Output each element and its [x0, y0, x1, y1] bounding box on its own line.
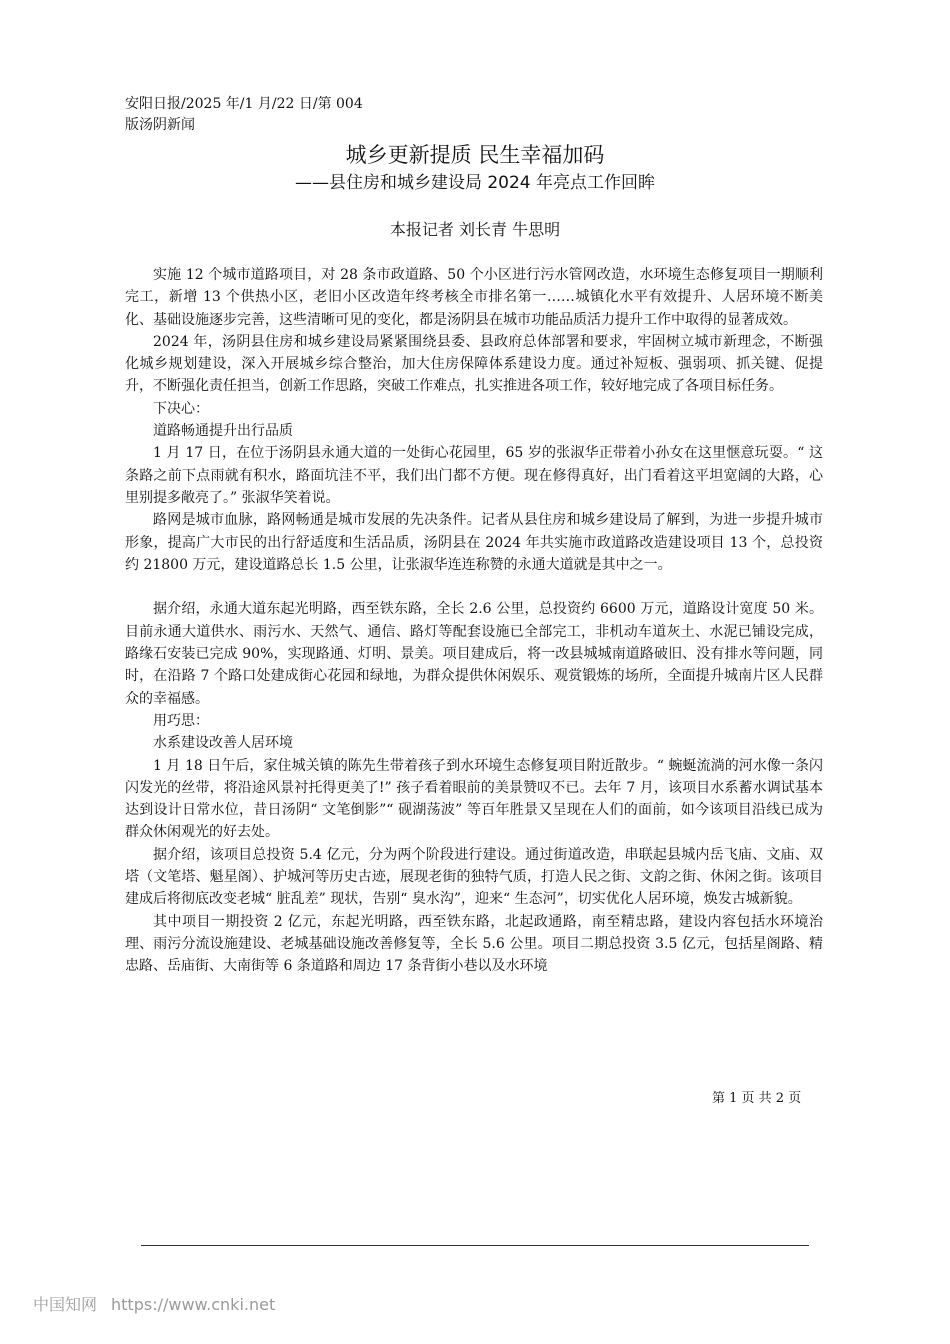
source-info [125, 94, 425, 136]
footer-brand: 中国知网 [33, 1295, 98, 1314]
paragraph: 据介绍，该项目总投资 5.4 亿元，分为两个阶段进行建设。通过街道改造，串联起县城内岳飞庙、文庙、双塔（文笔塔、魁星阁）、护城河等历史古迹，展现老街的独特气质，打造人民之街、文韵之街、休闲之街。该项目建成后将彻底改变老城“ 脏乱差” 现状，告别“ 臭水沟”，迎来“ 生态河”，切实优化人居环境，焕发古城新貌。 [125, 846, 823, 908]
footer-url[interactable]: https://www.cnki.net [111, 1295, 276, 1314]
footer-divider [141, 1245, 809, 1246]
paragraph: 实施 12 个城市道路项目，对 28 条市政道路、50 个小区进行污水管网改造，水环境生态修复项目一期顺利完工，新增 13 个供热小区，老旧小区改造年终考核全市排名第一……城镇化水平有效提升、人居环境不断美化、基础设施逐步完善，这些清晰可见的变化，都是汤阴县在城市功能品质活力提升工作中取得的显著成效。 [125, 267, 823, 328]
article-body [125, 264, 823, 978]
paragraph: 2024 年，汤阴县住房和城乡建设局紧紧围绕县委、县政府总体部署和要求，牢固树立城市新理念，不断强化城乡规划建设，深入开展城乡综合整治，加大住房保障体系建设力度。通过补短板、强弱项、抓关键、促提升，不断强化责任担当，创新工作思路，突破工作难点，扎实推进各项工作，较好地完成了各项目标任务。 [125, 333, 823, 395]
paragraph: 1 月 17 日，在位于汤阴县永通大道的一处街心花园里，65 岁的张淑华正带着小孙女在这里惬意玩耍。“ 这条路之前下点雨就有积水，路面坑洼不平，我们出门都不方便。现在修得真好，出门看着这平坦宽阔的大路，心里别提多敞亮了。” 张淑华笑着说。 [125, 445, 823, 506]
section-label: 用巧思： [153, 712, 209, 729]
paragraph: 据介绍，永通大道东起光明路，西至铁东路，全长 2.6 公里，总投资约 6600 万元，道路设计宽度 50 米。目前永通大道供水、雨污水、天然气、通信、路灯等配套设施已全部完工，非机动车道灰土、水泥已铺设完成，路缘石安装已完成 90%，实现路通、灯明、景美。项目建成后，将一改县城城南道路破旧、没有排水等问题，同时，在沿路 7 个路口处建成街心花园和绿地，为群众提供休闲娱乐、观赏锻炼的场所，全面提升城南片区人民群众的幸福感。 [125, 601, 823, 707]
article-title: 城乡更新提质 民生幸福加码 [345, 143, 605, 167]
section-heading: 道路畅通提升出行品质 [153, 423, 293, 440]
paragraph: 路网是城市血脉，路网畅通是城市发展的先决条件。记者从县住房和城乡建设局了解到，为进一步提升城市形象，提高广大市民的出行舒适度和生活品质，汤阴县在 2024 年共实施市政道路改造建设项目 13 个，总投资约 21800 万元，建设道路总长 1.5 公里，让张淑华连连称赞的永通大道就是其中之一。 [125, 512, 823, 573]
blank-line [125, 576, 823, 598]
footer-watermark [33, 1293, 289, 1317]
article-subtitle: ——县住房和城乡建设局 2024 年亮点工作回眸 [294, 173, 656, 193]
paragraph: 1 月 18 日午后，家住城关镇的陈先生带着孩子到水环境生态修复项目附近散步。“ 蜿蜒流淌的河水像一条闪闪发光的丝带，将沿途风景衬托得更美了!” 孩子看着眼前的美景赞叹不已。去年 7 月，该项目水系蓄水调试基本达到设计日常水位，昔日汤阴“ 文笔倒影”“ 砚湖荡波” 等百年胜景又呈现在人们的面前，如今该项目沿线已成为群众休闲观光的好去处。 [125, 757, 823, 841]
source-line-1: 安阳日报/2025 年/1 月/22 日/第 004 [125, 96, 363, 112]
page-number: 第 1 页 共 2 页 [712, 1091, 802, 1106]
section-heading: 水系建设改善人居环境 [153, 735, 293, 752]
source-line-2: 版汤阴新闻 [125, 117, 195, 133]
section-label: 下决心： [153, 400, 209, 417]
article-byline: 本报记者 刘长青 牛思明 [389, 220, 561, 239]
paragraph: 其中项目一期投资 2 亿元，东起光明路，西至铁东路，北起政通路，南至精忠路，建设内容包括水环境治理、雨污分流设施建设、老城基础设施改善修复等，全长 5.6 公里。项目二期总投资 3.5 亿元，包括星阁路、精忠路、岳庙街、大南街等 6 条道路和周边 17 条背街小巷以及水环境 [125, 913, 823, 975]
